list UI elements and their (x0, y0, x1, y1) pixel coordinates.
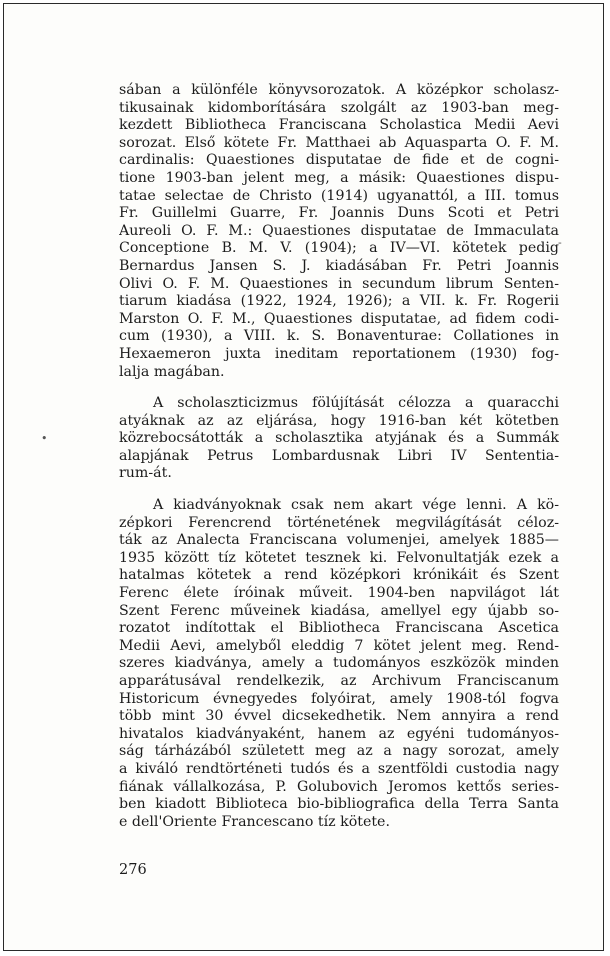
text-line: cardinalis: Quaestiones disputatae de fide et de cogni- (119, 152, 559, 169)
text-line: tatae selectae de Christo (1914) ugyanattól, a III. tomus (119, 187, 559, 204)
text-line: atyáknak az az eljárása, hogy 1916-ban két kötetben (119, 412, 559, 429)
text-line: Olivi O. F. M. Quaestiones in secundum librum Senten- (119, 275, 559, 292)
text-line: sorozat. Első kötete Fr. Matthaei ab Aquasparta O. F. M. (119, 134, 559, 151)
text-line: kezdett Bibliotheca Franciscana Scholastica Medii Aevi (119, 117, 559, 134)
text-line: Marston O. F. M., Quaestiones disputatae, ad fidem codi- (119, 310, 559, 327)
paragraph (119, 497, 559, 831)
text-line: tione 1903-ban jelent meg, a másik: Quaestiones dispu- (119, 169, 559, 186)
text-line: ben kiadott Biblioteca bio-bibliografica della Terra Santa (119, 796, 559, 813)
text-line: Aureoli O. F. M.: Quaestiones disputatae de Immaculata (119, 222, 559, 239)
page-number: 276 (119, 862, 147, 878)
text-line: rum-át. (119, 465, 172, 482)
text-line: zépkori Ferencrend történetének megvilágítását céloz- (119, 514, 559, 531)
text-line: A kiadványoknak csak nem akart vége lenni. A kö- (153, 497, 559, 514)
text-line: A scholaszticizmus fölújítását célozza a quaracchi (153, 395, 559, 412)
text-line: Bernardus Jansen S. J. kiadásában Fr. Petri Joannis (119, 257, 559, 274)
text-line: lalja magában. (119, 363, 225, 380)
text-line: Conceptione B. M. V. (1904); a IV—VI. kötetek pedig (119, 240, 559, 257)
text-line: közrebocsátották a scholasztika atyjának és a Summák (119, 430, 559, 447)
text-line: apparátusával rendelkezik, az Archivum Franciscanum (119, 673, 559, 689)
text-line: 1935 között tíz kötetet tesznek ki. Felvonultatják ezek a (119, 549, 559, 566)
text-line: Szent Ferenc műveinek kiadása, amellyel egy újabb so- (119, 602, 559, 619)
margin-mark: - (558, 236, 562, 249)
text-line: Historicum évnegyedes folyóirat, amely 1908-tól fogva (119, 690, 559, 707)
paragraph (119, 82, 559, 381)
text-line: Ferenc élete íróinak műveit. 1904-ben napvilágot lát (119, 585, 559, 602)
text-line: Medii Aevi, amelyből eleddig 7 kötet jelent meg. Rend- (119, 637, 559, 654)
text-line: tiarum kiadása (1922, 1924, 1926); a VII. k. Fr. Rogerii (119, 293, 559, 310)
text-line: hivatalos kiadványaként, hanem az egyéni tudományos- (119, 725, 559, 742)
margin-dot: • (41, 432, 48, 445)
text-line: ták az Analecta Franciscana volumenjei, amelyek 1885— (119, 532, 559, 549)
text-line: fiának vállalkozása, P. Golubovich Jeromos kettős series- (119, 778, 559, 795)
text-line: alapjának Petrus Lombardusnak Libri IV Sententia- (119, 447, 559, 464)
text-line: Hexaemeron juxta ineditam reportationem (1930) fog- (119, 345, 559, 362)
text-line: több mint 30 évvel dicsekedhetik. Nem annyira a rend (119, 708, 559, 725)
book-page (3, 3, 604, 951)
text-line: cum (1930), a VIII. k. S. Bonaventurae: Collationes in (119, 328, 559, 345)
text-line: sában a különféle könyvsorozatok. A középkor scholasz- (119, 82, 559, 98)
text-line: e dell'Oriente Francescano tíz kötete. (119, 813, 390, 830)
text-line: hatalmas kötetek a rend középkori krónikáit és Szent (119, 567, 559, 584)
text-line: a kiváló rendtörténeti tudós és a szentföldi custodia nagy (119, 760, 559, 777)
text-line: szeres kiadványa, amely a tudományos eszközök minden (119, 655, 559, 672)
paragraph (119, 395, 559, 483)
text-line: ság tárházából született meg az a nagy sorozat, amely (119, 743, 559, 760)
text-line: rozatot indítottak el Bibliotheca Franciscana Ascetica (119, 620, 559, 637)
text-line: tikusainak kidomborítására szolgált az 1903-ban meg- (119, 99, 559, 116)
text-line: Fr. Guillelmi Guarre, Fr. Joannis Duns Scoti et Petri (119, 205, 559, 222)
body-text (119, 82, 559, 845)
